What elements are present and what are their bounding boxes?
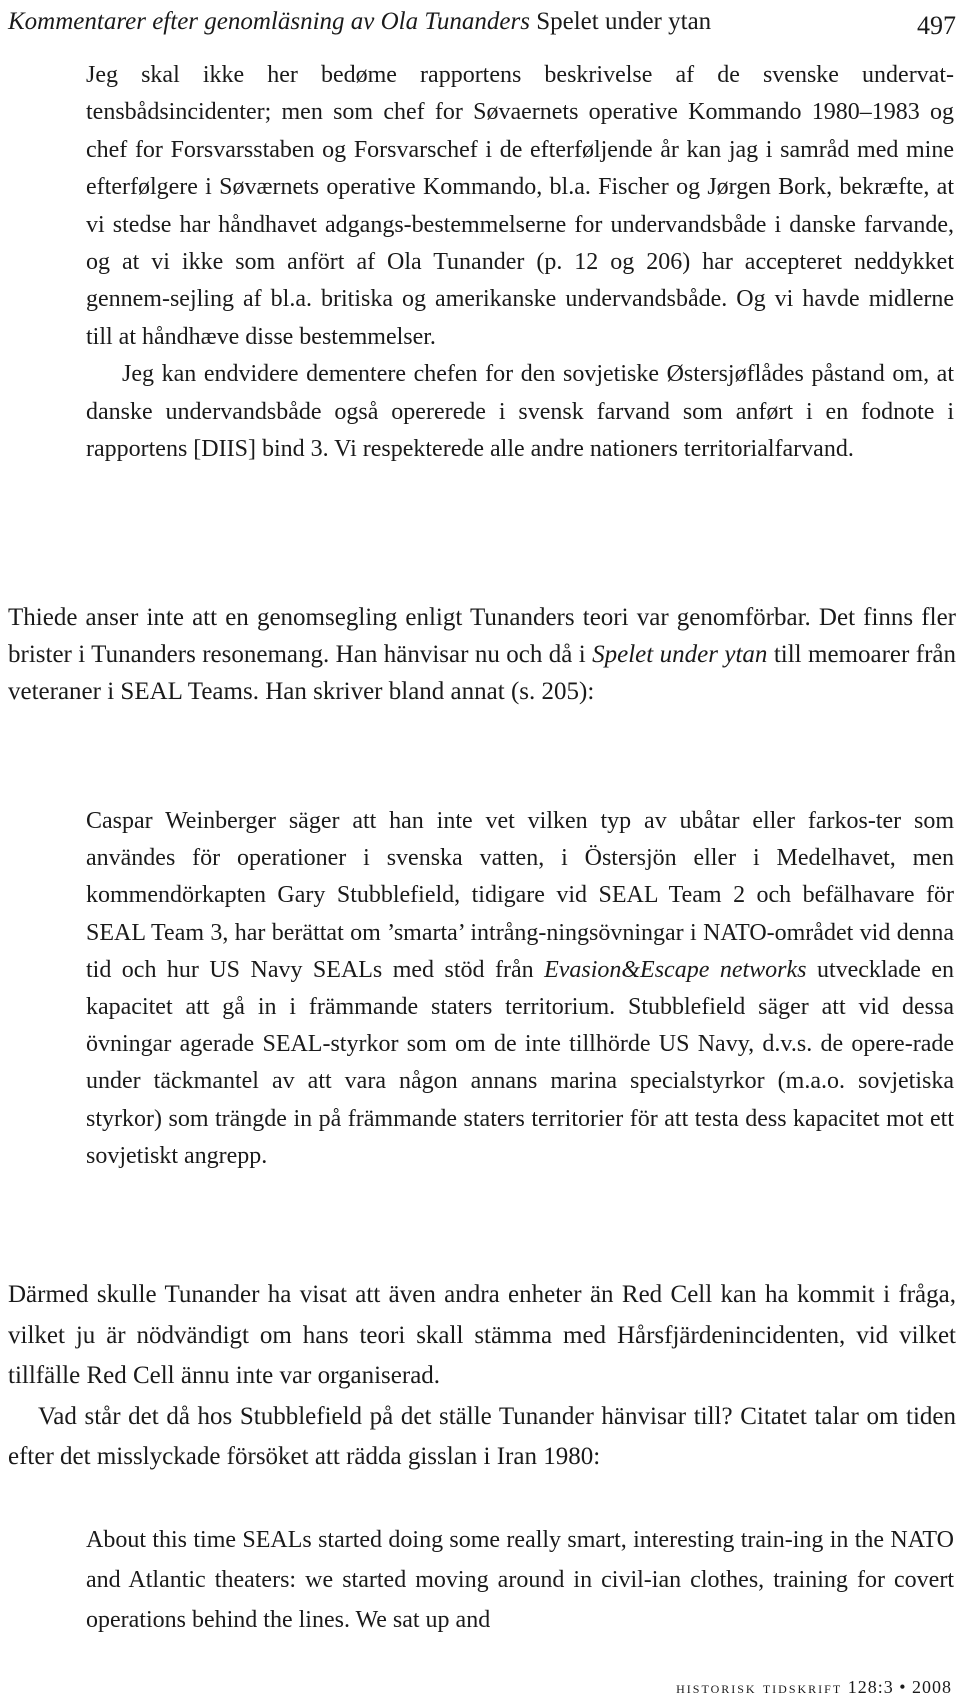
running-head-title (8, 4, 711, 40)
block-quote-danish (86, 57, 954, 468)
block-quote-english (86, 1520, 954, 1640)
quote-text-before-italic: Caspar Weinberger säger att han inte vet vilken typ av ubåtar eller farkos-ter som användes för operationer i svenska vatten, i Östersjön eller i Medelhavet, men kommendörkapten Gary Stubblefield, tidigare vid SEAL Team 2 och befälhavare för SEAL Team 3, har berättat om ’smarta’ intrång-ningsövningar i NATO-området vid denna tid och hur US Navy SEALs med stöd från (86, 808, 954, 983)
body-paragraph-1 (8, 599, 956, 710)
body-paragraph-thiede (8, 599, 956, 710)
body-paragraphs-stubblefield (8, 1275, 956, 1478)
book-title: Spelet under ytan (592, 641, 768, 668)
body-paragraph-2: Därmed skulle Tunander ha visat att även andra enheter än Red Cell kan ha kommit i fråga, vilket ju är nödvändigt om hans teori skall stämma med Hårsfjärdenincidenten, vid vilket tillfälle Red Cell ännu inte var organiserad. (8, 1281, 956, 1389)
quote-italic-term: Evasion&Escape networks (544, 956, 807, 983)
running-head-title-italic: Kommentarer efter genomläsning av Ola Tunanders (8, 8, 530, 35)
body-text-after-title: till memoarer från veteraner i SEAL Teams. Han skriver bland annat (s. 205): (8, 641, 956, 705)
quote-paragraph-1: Jeg skal ikke her bedøme rapportens beskrivelse af de svenske undervat-tensbådsincidenter; men som chef for Søvaernets operative Kommando 1980–1983 og chef for Forsvarsstaben og Forsvarschef i de efterføljende år kan jag i samråd med mine efterfølgere i Søværnets operative Kommando, bl.a. Fischer og Jørgen Bork, bekræfte, at vi stedse har håndhavet adgangs-bestemmelserne for undervandsbåde i danske farvande, og at vi ikke som anfört af Ola Tunander (p. 12 og 206) har accepteret neddykket gennem-sejling af bl.a. britiska og amerikanske undervandsbåde. Og vi havde midlerne till at håndhæve disse bestemmelser. (86, 62, 954, 350)
quote-paragraph-2: Jeg kan endvidere dementere chefen for den sovjetiske Østersjøflådes påstand om, at danske undervandsbåde også opererede i svensk farvand som anført i en fodnote i rapportens [DIIS] bind 3. Vi respekterede alle andre nationers territorialfarvand. (86, 361, 954, 463)
quote-text-after-italic: utvecklade en kapacitet att gå in i främmande staters territorium. Stubblefield säger att vid dessa övningar agerade SEAL-styrkor som om de inte tillhörde US Navy, d.v.s. de opere-rade under täckmantel av att vara någon annans marina specialstyrkor (m.a.o. sovjetiska styrkor) som trängde in på främmande staters territorier för att testa dess kapacitet mot ett sovjetiskt angrepp. (86, 956, 954, 1169)
journal-issue: 128:3 • 2008 (847, 1677, 952, 1697)
block-quote-weinberger (86, 803, 954, 1175)
quote-paragraph-weinberger (86, 803, 954, 1175)
journal-name: historisk tidskrift (676, 1678, 843, 1697)
running-head (8, 4, 956, 40)
page-number: 497 (917, 11, 956, 40)
body-paragraph-3: Vad står det då hos Stubblefield på det ställe Tunander hänvisar till? Citatet talar om tiden efter det misslyckade försöket att rädda gisslan i Iran 1980: (8, 1402, 956, 1470)
quote-paragraph-english: About this time SEALs started doing some really smart, interesting train-ing in the NATO and Atlantic theaters: we started moving around in civil-ian clothes, training for covert operations behind the lines. We sat up and (86, 1527, 954, 1633)
running-head-title-roman: Spelet under ytan (536, 8, 712, 35)
page-footer (676, 1676, 952, 1699)
body-text-before-title: Thiede anser inte att en genomsegling enligt Tunanders teori var genomförbar. Det finns fler brister i Tunanders resonemang. Han hänvisar nu och då i (8, 604, 956, 668)
